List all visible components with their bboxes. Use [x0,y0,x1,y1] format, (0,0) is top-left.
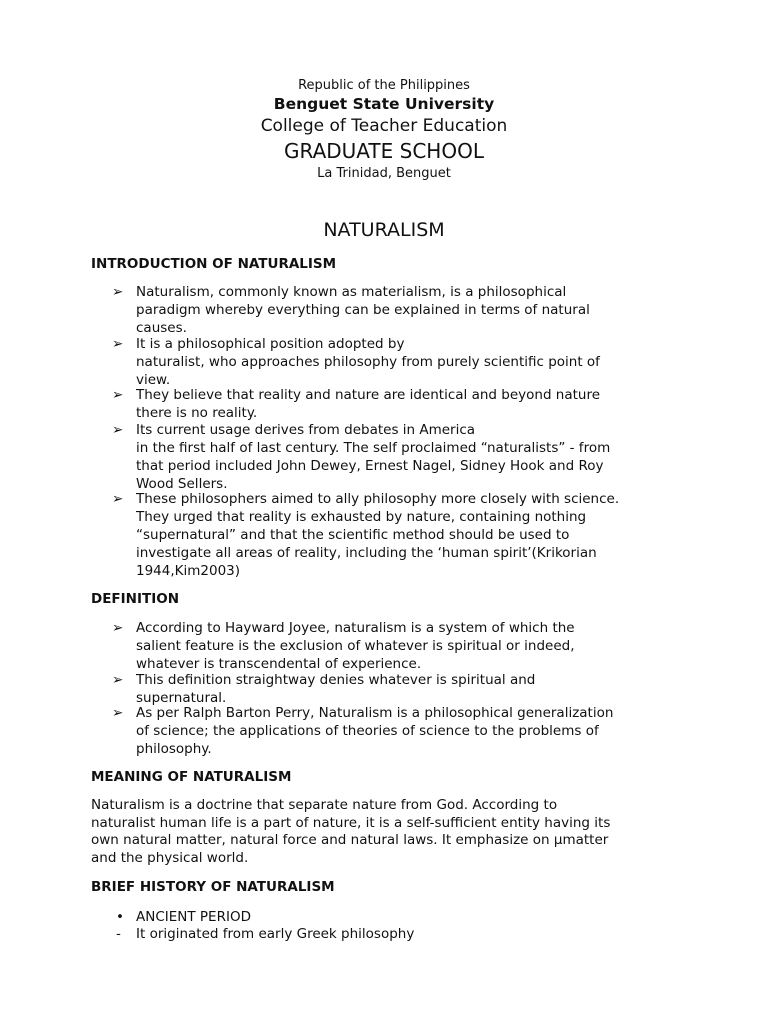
list-item [112,421,682,493]
list-item [112,671,682,707]
list-item-text: According to Hayward Joyee, naturalism is a system of which the salient feature is the exclusion of whatever is spiritual or indeed, whatever is transcendental of experience. [136,620,575,672]
republic-line: Republic of the Philippines [298,78,470,93]
document-title: NATURALISM [323,219,445,241]
meaning-paragraph: Naturalism is a doctrine that separate nature from God. According to naturalist human life is a part of nature, it is a self-sufficient entity having its own natural matter, natural force and natural laws. It emphasize on µmatter and the physical world. [91,797,611,866]
list-item-text: They believe that reality and nature are identical and beyond nature there is no reality. [136,387,601,421]
arrow-bullet-icon: ➢ [112,336,124,352]
arrow-bullet-icon: ➢ [112,284,124,300]
arrow-bullet-icon: ➢ [112,705,124,721]
list-item-text: As per Ralph Barton Perry, Naturalism is a philosophical generalization of science; the applications of theories of science to the problems of philosophy. [136,705,614,757]
list-item [112,619,682,673]
meaning-heading: MEANING OF NATURALISM [91,769,292,785]
list-item [112,386,682,422]
arrow-bullet-icon: ➢ [112,491,124,507]
list-item [112,490,682,580]
dash-marker-icon: - [116,926,121,942]
arrow-bullet-icon: ➢ [112,620,124,636]
list-item [112,925,682,943]
list-item-text: It originated from early Greek philosophy [136,926,415,942]
list-item [112,704,682,758]
list-item [112,283,682,337]
definition-heading: DEFINITION [91,591,180,607]
introduction-heading: INTRODUCTION OF NATURALISM [91,256,337,272]
history-heading: BRIEF HISTORY OF NATURALISM [91,879,335,895]
list-item-text: It is a philosophical position adopted by naturalist, who approaches philosophy from purely scientific point of view. [136,336,600,388]
list-item-text: Naturalism, commonly known as materialism, is a philosophical paradigm whereby everything can be explained in terms of natural causes. [136,284,590,336]
list-item-text: These philosophers aimed to ally philosophy more closely with science. They urged that reality is exhausted by nature, containing nothing “supernatural” and that the scientific method should be used to investigate all areas of reality, including the ‘human spirit’(Krikorian 1944,Kim2003) [136,491,620,579]
university-name: Benguet State University [273,95,495,113]
arrow-bullet-icon: ➢ [112,387,124,403]
college-name: College of Teacher Education [260,116,508,136]
arrow-bullet-icon: ➢ [112,672,124,688]
arrow-bullet-icon: ➢ [112,422,124,438]
list-item-text: This definition straightway denies whatever is spiritual and supernatural. [136,672,536,706]
graduate-school-title: GRADUATE SCHOOL [284,139,484,163]
location-line: La Trinidad, Benguet [317,166,451,181]
list-item [112,335,682,389]
bullet-dot-icon: • [116,909,124,925]
list-item-text: ANCIENT PERIOD [136,909,251,925]
list-item-text: Its current usage derives from debates in America in the first half of last century. The self proclaimed “naturalists” - from that period included John Dewey, Ernest Nagel, Sidney Hook and Roy Wood Sellers. [136,422,611,492]
list-item [112,908,682,926]
